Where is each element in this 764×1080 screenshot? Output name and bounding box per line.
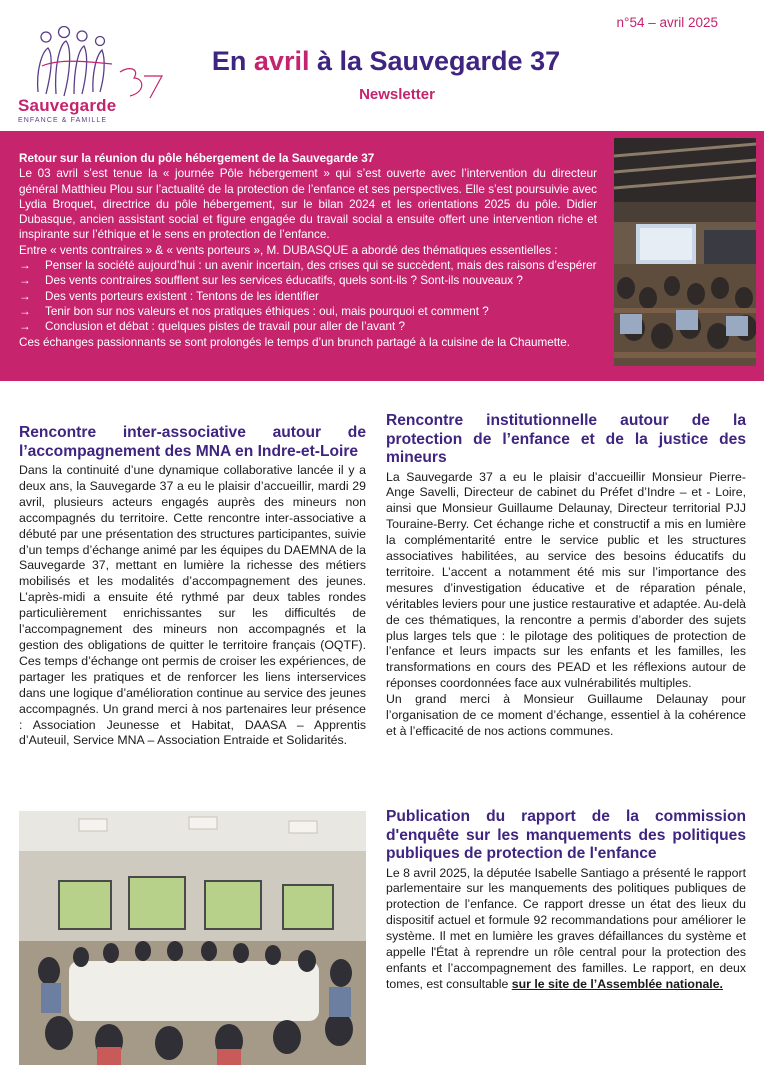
report-article <box>386 808 746 993</box>
topic-list <box>19 258 597 334</box>
arrow-icon: → <box>19 304 31 318</box>
logo-wordmark: Sauvegarde <box>18 96 117 115</box>
report-article-body: Le 8 avril 2025, la députée Isabelle Santiago a présenté le rapport parlementaire sur les manquements des politiques publiques de protection de l’enfance. Ce rapport dresse un état des lieux du dispositif actuel et formule 92 recommandations pour améliorer le système. Il met en lumière les graves défaillances du système et appelle l'État à reprendre un rôle central pour la protection des enfants et l’accompagnement des familles. Le rapport, en deux tomes, est consultable sur le site de l’Assemblée nationale. <box>386 865 746 991</box>
list-item: → Penser la société aujourd’hui : un avenir incertain, des crises qui se succèdent, mais des raisons d’espérer <box>19 259 597 273</box>
newsletter-subtitle: Newsletter <box>359 86 435 103</box>
list-item: → Des vents contraires soufflent sur les services éducatifs, quels sont-ils ? Sont-ils nouveaux ? <box>19 274 523 288</box>
mna-article <box>19 424 366 749</box>
arrow-icon: → <box>19 320 31 334</box>
mna-article-body: Dans la continuité d’une dynamique collaborative lancée il y a deux ans, la Sauvegarde 37 a eu le plaisir d’accueillir, mardi 29 avril, plusieurs acteurs engagés auprès des mineurs non accompagnés du territoire. Cette rencontre inter-associative a débuté par une présentation des structures participantes, suivie d’un temps d’échange animé par les équipes du DAEMNA de la Sauvegarde 37, mettant en lumière la richesse des métiers mobilisés et les modalités d’accompagnement des jeunes. L’après-midi a ensuite été rythmé par deux tables rondes particulièrement enrichissantes sur les difficultés de l’accompagnement des mineurs non accompagnés et la gestion des obligations de quitter le territoire français (OQTF). Ces temps d’échange ont permis de croiser les expériences, de partager les pratiques et de renforcer les liens interservices dans une logique d’amélioration continue au service des jeunes accompagnés. Un grand merci à nos partenaires leur présence : Association Jeunesse et Habitat, DAASA – Apprentis d’Auteuil, Service MNA – Association Entraide et Solidarités. <box>19 463 366 748</box>
arrow-icon: → <box>19 274 31 288</box>
banner-closing: Ces échanges passionnants se sont prolongés le temps d’un brunch partagé à la cuisine de la Chaumette. <box>19 335 570 349</box>
institutional-article-title: Rencontre institutionnelle autour de la protection de l’enfance et de la justice des mineurs <box>386 412 746 466</box>
logo-tagline: ENFANCE & FAMILLE <box>18 117 108 124</box>
arrow-icon: → <box>19 289 31 303</box>
banner-list-intro: Entre « vents contraires » & « vents porteurs », M. DUBASQUE a abordé des thématiques essentielles : <box>19 243 558 257</box>
institutional-article-thanks: Un grand merci à Monsieur Guillaume Delaunay pour l’organisation de ce moment d’échange, essentiel à la cohérence et à l’efficacité de nos actions communes. <box>386 692 746 738</box>
meeting-photo <box>19 811 366 1065</box>
report-article-title: Publication du rapport de la commission d'enquête sur les manquements des politiques publiques de protection de l'enfance <box>386 808 746 862</box>
issue-number: n°54 – avril 2025 <box>616 15 718 30</box>
list-item: → Tenir bon sur nos valeurs et nos pratiques éthiques : oui, mais pourquoi et comment ? <box>19 304 489 318</box>
list-item: → Conclusion et débat : quelques pistes de travail pour aller de l’avant ? <box>19 320 405 334</box>
arrow-icon: → <box>19 259 31 273</box>
page-title: En avril à la Sauvegarde 37 <box>211 46 561 76</box>
list-item: → Des vents porteurs existent : Tentons de les identifier <box>19 289 319 303</box>
title-month: avril <box>253 46 310 76</box>
banner-paragraph: Le 03 avril s’est tenue la « journée Pôle hébergement » qui s’est ouverte avec l’intervention du directeur général Matthieu Plou sur l’actualité de la protection de l’enfance et ses perspectives. Elle s’est poursuivie avec Lydia Broquet, directrice du pôle hébergement, sur le bilan 2024 et les orientations 2025 du pôle. Didier Dubasque, ancien assistant social et figure engagée du travail social a ensuite offert une intervention riche et inspirante sur l’éthique et le sens en protection de l’enfance. <box>19 167 597 242</box>
assemblee-nationale-link[interactable]: sur le site de l’Assemblée nationale. <box>511 976 723 991</box>
featured-banner <box>0 131 764 381</box>
mna-article-title: Rencontre inter-associative autour de l’accompagnement des MNA en Indre-et-Loire <box>19 424 366 460</box>
institutional-article <box>386 412 746 740</box>
conference-photo <box>614 138 756 366</box>
institutional-article-body: La Sauvegarde 37 a eu le plaisir d’accueillir Monsieur Pierre-Ange Savelli, Directeur de cabinet du Préfet d’Indre – et - Loire, ainsi que Monsieur Guillaume Delaunay, Directeur territorial PJJ Touraine-Berry. Cet échange riche et constructif a mis en lumière la complémentarité entre le service public et les structures associatives habilitées, au service des besoins éducatifs du territoire. L’accent a notamment été mis sur l’importance des mesures d’investigation éducative et de réparation pénale, véritables leviers pour une justice restaurative et adaptée. Au-delà de ces thématiques, la rencontre a permis d’aborder des sujets plus larges tels que : le pilotage des politiques de protection de l’enfance et leurs impacts sur les enfants et les familles, les transformations en cours des PEAD et les réflexions autour de réponses coordonnées face aux vulnérabilités multiples. <box>386 469 746 691</box>
banner-text <box>19 151 597 350</box>
banner-heading: Retour sur la réunion du pôle hébergement de la Sauvegarde 37 <box>19 152 375 165</box>
